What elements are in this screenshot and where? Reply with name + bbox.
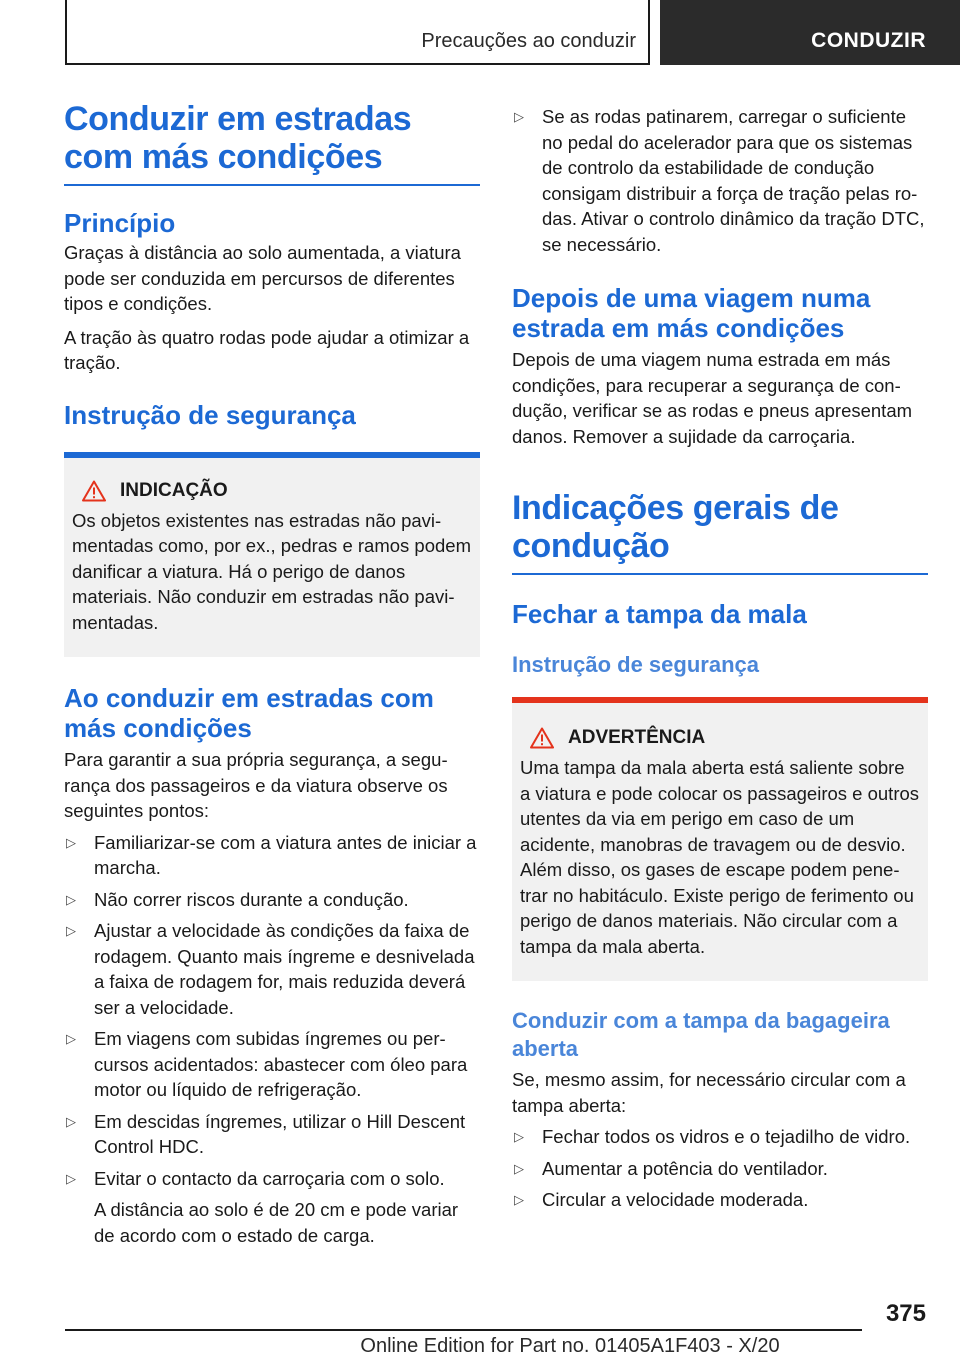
- list-item: ▷ Se as rodas patinarem, carregar o suficiente no pedal do acelerador para que os sistemas de controlo da estabilidade de condução consigam distribuir a força de tração pelas rodas. Ativar o controlo dinâmico da tração DTC, se necessário.: [514, 106, 925, 255]
- triangle-bullet-icon: ▷: [514, 109, 524, 124]
- after-trip-heading: Depois de uma viagem numa estrada em más condições: [512, 283, 871, 343]
- header-left-rule: [65, 0, 67, 65]
- general-driving-title: Indicações gerais de condução: [512, 489, 839, 565]
- list-item: ▷ Fechar todos os vidros e o tejadilho de vidro.: [512, 1124, 928, 1150]
- list-item: ▷ Em viagens com subidas íngremes ou percursos acidentados: abastecer com óleo para motor ou líquido de refrigeração.: [66, 1028, 468, 1100]
- note-title-row: [72, 480, 472, 502]
- note-title: INDICAÇÃO: [120, 479, 228, 501]
- note-box: [64, 452, 480, 658]
- triangle-bullet-icon: ▷: [66, 834, 76, 850]
- list-item: ▷ Circular a velocidade moderada.: [512, 1187, 928, 1213]
- main-title: Conduzir em estradas com más condições: [64, 100, 412, 176]
- triangle-bullet-icon: ▷: [66, 1031, 76, 1046]
- warning-triangle-icon: [82, 480, 106, 502]
- triangle-bullet-icon: ▷: [514, 1129, 524, 1144]
- triangle-bullet-icon: ▷: [66, 891, 76, 907]
- page-number: 375: [885, 1300, 926, 1327]
- header-section-title: Precauções ao conduzir: [421, 30, 636, 52]
- triangle-bullet-icon: ▷: [66, 1170, 76, 1186]
- after-trip-text: Depois de uma viagem numa estrada em más condições, para recuperar a segurança de condução, verificar se as rodas e pneus apresentam danos. Remover a sujidade da carroçaria.: [512, 349, 913, 447]
- list-item: ▷ Em descidas íngremes, utilizar o Hill Descent Control HDC.: [66, 1110, 466, 1157]
- list-item: ▷ Evitar o contacto da carroçaria com o solo. A distância ao solo é de 20 cm e pode variar de acordo com o estado de carga.: [64, 1166, 480, 1249]
- header-bottom-rule: [65, 63, 650, 65]
- footer-rule: [65, 1329, 862, 1331]
- open-trunk-list: [512, 1124, 928, 1213]
- warning-title-row: [520, 727, 920, 749]
- list-item: ▷ Ajustar a velocidade às condições da faixa de rodagem. Quanto mais íngreme e desnivelada a faixa de rodagem for, mais reduzida deverá ser a velocidade.: [66, 920, 475, 1018]
- footer-edition: Online Edition for Part no. 01405A1F403 - X/20: [360, 1335, 780, 1357]
- open-trunk-heading: Conduzir com a tampa da bagageira aberta: [512, 1008, 890, 1061]
- traction-list: [512, 104, 928, 257]
- warning-box: [512, 697, 928, 981]
- warning-text: Uma tampa da mala aberta está saliente sobre a viatura e pode colocar os passageiros e outros utentes da via em perigo em caso de um acidente, manobras de travagem ou de desvio. Além disso, os gases de escape podem penetrar no habitáculo. Existe perigo de ferimento ou perigo de danos materiais. Não circular com a tampa da mala aberta.: [520, 757, 920, 957]
- list-item: ▷ Não correr riscos durante a condução.: [64, 887, 480, 913]
- bad-roads-heading: Ao conduzir em estradas com más condições: [64, 683, 434, 743]
- list-item: ▷ Familiarizar-se com a viatura antes de iniciar a marcha.: [66, 831, 477, 878]
- chapter-label: CONDUZIR: [811, 29, 926, 52]
- principle-paragraph-2: A tração às quatro rodas pode ajudar a otimizar a tração.: [64, 326, 470, 373]
- bad-roads-intro: Para garantir a sua própria segurança, a segurança dos passageiros e da viatura observe os seguintes pontos:: [64, 749, 448, 821]
- header-divider: [648, 0, 650, 65]
- triangle-bullet-icon: ▷: [514, 1160, 524, 1176]
- list-item: ▷ Aumentar a potência do ventilador.: [512, 1156, 928, 1182]
- open-trunk-intro: Se, mesmo assim, for necessário circular com a tampa aberta:: [512, 1069, 906, 1116]
- principle-heading: Princípio: [64, 208, 176, 238]
- header-chapter-tab: [660, 0, 960, 65]
- triangle-bullet-icon: ▷: [66, 923, 76, 938]
- bad-roads-list: [64, 830, 480, 1249]
- note-text: Os objetos existentes nas estradas não pavimentadas como, por ex., pedras e ramos podem danificar a viatura. Há o perigo de danos materiais. Não conduzir em estradas não pavimentadas.: [72, 509, 471, 633]
- triangle-bullet-icon: ▷: [66, 1113, 76, 1129]
- trunk-heading: Fechar a tampa da mala: [512, 599, 807, 629]
- warning-title: ADVERTÊNCIA: [568, 727, 706, 748]
- triangle-bullet-icon: ▷: [514, 1192, 524, 1207]
- safety-heading: Instrução de segurança: [64, 399, 356, 430]
- title-rule: [512, 573, 928, 575]
- right-column: [512, 100, 928, 1213]
- principle-paragraph-1: Graças à distância ao solo aumentada, a viatura pode ser conduzida em percursos de diferentes tipos e condições.: [64, 242, 461, 314]
- title-rule: [64, 184, 480, 186]
- left-column: [64, 100, 480, 1248]
- trunk-safety-heading: Instrução de segurança: [512, 652, 759, 677]
- list-item-note: A distância ao solo é de 20 cm e pode variar de acordo com o estado de carga.: [94, 1199, 459, 1246]
- warning-triangle-icon: [530, 727, 554, 749]
